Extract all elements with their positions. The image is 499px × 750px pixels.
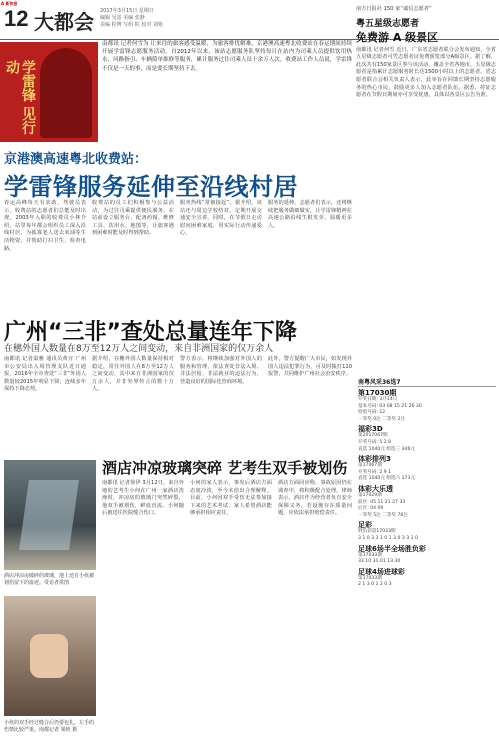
date-line: 2017年3月15日 星期日 bbox=[100, 8, 154, 14]
brand-logo: A 新快报 bbox=[1, 1, 18, 6]
design-line: 美编 粒博 写组 粒 校对 刘艳 bbox=[100, 22, 163, 28]
article1-column-4: 服务的延伸。志愿者们表示，还将继续把服务做细做实，让学雷锋精神在高速公路沿线生根发芽，温暖更多人。 bbox=[268, 200, 352, 229]
article2-column-3: 警方表示，将继续加强对外国人的服务和管理，依法查处非法入境、非法居留、非法就业的违法行为，营造良好的国际化营商环境。 bbox=[180, 356, 262, 385]
article2-column-4: 此外，警方提醒广大市民，如发现外国人违法犯罪行为，可及时拨打110报警，共同维护广州社会治安秩序。 bbox=[268, 356, 352, 378]
lottery-block bbox=[358, 426, 496, 453]
photo2-caption: 小伙的双手经过缝合后仍要包扎。左手的伤情比较严重。南都记者 梁艳 摄 bbox=[4, 720, 95, 733]
lottery-line: 33 10 31 01 13 30 bbox=[358, 559, 401, 565]
lottery-line: 开奖号码: 5 2 8 bbox=[358, 439, 392, 445]
portrait-image bbox=[40, 48, 92, 138]
lottery-block-head: 福彩3D bbox=[358, 425, 383, 434]
lottery-line: 第17033期 bbox=[358, 575, 382, 581]
banner-title: 学雷锋 见行动 bbox=[4, 60, 36, 135]
article2-headline: 广州“三非”查处总量连年下降 bbox=[4, 320, 297, 345]
article3-column-1: 南都讯 记者徐伊 3月12日，来自外地的艺考生小何在广州一家酒店洗澡时，冲凉房的玻璃门突然碎裂，他双手被划伤，鲜血直流。小何随后被送往医院缝合伤口。 bbox=[102, 480, 184, 517]
lottery-line: 前区: 05 11 21 27 33 bbox=[358, 499, 406, 505]
lottery-line: 特别号码: 12 bbox=[358, 410, 386, 416]
lottery-block-head: 足球6场半全场胜负彩 bbox=[358, 544, 426, 553]
lottery-block bbox=[358, 569, 496, 589]
lottery-block bbox=[358, 486, 496, 519]
lottery-line: 2 1 3 0 1 2 0 3 bbox=[358, 582, 392, 588]
lottery-block-head: 体彩排列3 bbox=[358, 455, 391, 464]
sidebar-title: 粤五星级志愿者 bbox=[356, 18, 420, 29]
section-title: 大都会 bbox=[34, 10, 94, 34]
hand-shape bbox=[30, 634, 68, 678]
lottery-line: 后区: 04 09 bbox=[358, 506, 384, 512]
article2-column-1: 南都讯 记者温雅 通讯员黄宣 广州市公安局出入境管理支队近日通报，2016年全市查处“三非”外国人数量较2015年明显下降，连续多年保持下降态势。 bbox=[4, 356, 86, 393]
lottery-line: 开奖号码: 2 9 1 bbox=[358, 469, 392, 475]
lottery-line: 第17067期 bbox=[358, 463, 382, 469]
lottery-line: 基本号码: 03 08 15 21 26 30 bbox=[358, 403, 422, 409]
article1-column-2: 收费站的员工们积极参与公益活动，为过往司乘提供便民服务。在站前设立服务台，配备药箱、维修工具、饮用水、地图等，让旅客遇到困难时能及时得到帮助。 bbox=[92, 200, 174, 237]
editor-line: 编辑 吴雷 美编 张静 bbox=[100, 15, 145, 21]
article1-headline: 学雷锋服务延伸至沿线村居 bbox=[4, 173, 298, 201]
article1-column-3: 服务热线“常被接起”。据介绍，该站还与周边学校结对，定期开展交通安全宣讲。同时，在节假日走访慰问困难家庭，用实际行动传递爱心。 bbox=[180, 200, 262, 237]
lottery-title: 南粤风采36选7 bbox=[358, 379, 496, 387]
article3-column-3: 酒店方面回应称，事故原因仍在调查中，将积极配合处理。律师表示，酒店作为经营者负有安全保障义务，若设施存在质量问题，应依法承担赔偿责任。 bbox=[278, 480, 352, 517]
photo1-caption: 酒店冲凉房破碎的玻璃，地上还有小伙被划伤留下的血迹。受访者供图 bbox=[4, 573, 95, 586]
article2-subhead: 在穗外国人数量在8万至12万人之间变动，来自非洲国家的仅万余人 bbox=[4, 344, 274, 354]
lottery-line: 一等奖 5注 二等奖 76注 bbox=[358, 512, 408, 518]
lottery-block bbox=[358, 522, 496, 542]
feature-banner bbox=[0, 42, 98, 142]
glass-shape bbox=[19, 480, 79, 550]
page-number: 12 bbox=[4, 6, 29, 31]
lottery-block bbox=[358, 456, 496, 483]
broken-glass-photo bbox=[4, 460, 96, 570]
lottery-block bbox=[358, 390, 496, 423]
lottery-block-head: 足球4场进球彩 bbox=[358, 567, 405, 576]
lottery-line: 直选 1040元 组选三 346元 bbox=[358, 446, 415, 452]
article1-column-1: 春运高峰每天有求助，驾驶员表示，收费站的志愿者们总能及时出现。2003年入职的收费员小林介绍，站里每年都会组织员工深入沿线村居，为孤寡老人送去米油等生活物资，并帮助打扫卫生、检查电路。 bbox=[4, 200, 86, 252]
sidebar-volunteer bbox=[356, 6, 496, 100]
lottery-block-head: 足彩 bbox=[358, 521, 372, 530]
sidebar-body: 南都讯 记者何雪 近日，广东省志愿者联合会发布通知，全省五星级志愿者可凭志愿者证免费游览部分A级景区。据了解，此次共有150家景区参与该活动，覆盖全省各地市。五星级志愿者是指累计志愿服务时长达1500小时以上的志愿者。省志愿者联合会相关负责人表示，此举旨在回馈长期坚持志愿服务的热心市民，鼓励更多人加入志愿者队伍。据悉，持证志愿者在节假日期间亦可享受优惠，具体以各景区公告为准。 bbox=[356, 46, 496, 99]
lottery-line: 第2017067期 bbox=[358, 433, 388, 439]
lottery-line: 第17029期 bbox=[358, 492, 382, 498]
article3-headline: 酒店冲凉玻璃突碎 艺考生双手被划伤 bbox=[102, 459, 348, 477]
lottery-line: 胜负彩第17033期 bbox=[358, 529, 396, 535]
article3-column-2: 小何的家人表示，事发后酒店方面态度冷淡，至今未给出合理解释。目前，小何因双手受伤无法参加接下来的艺术考试，家人希望酒店能够承担相应责任。 bbox=[190, 480, 272, 517]
lottery-line: 开奖日期: 3月14日 bbox=[358, 397, 398, 402]
lottery-block-head: 第17030期 bbox=[358, 389, 397, 397]
lottery-block bbox=[358, 546, 496, 566]
article2-column-2: 据介绍，在穗外国人数量保持相对稳定，常住外国人在8万至12万人之间变动，其中来自非洲国家的仅万余人，并非外界传言的数十万人。 bbox=[92, 356, 174, 393]
masthead-info bbox=[100, 8, 220, 29]
lottery-line: 一等奖 0注 二等奖 2注 bbox=[358, 416, 405, 422]
lottery-line: 第17033期 bbox=[358, 552, 382, 558]
lottery-block-head: 体彩大乐透 bbox=[358, 484, 393, 493]
sidebar-subtitle: 免费游 A 级景区 bbox=[356, 30, 439, 44]
bandaged-hands-photo bbox=[4, 596, 96, 716]
lottery-line: 3 1 0 3 3 1 0 1 3 0 3 3 1 0 bbox=[358, 535, 418, 541]
feature-intro: 南都讯 记者何雪为 让来往的旅客感受温暖，为旅客排忧解难，京港澳高速粤北收费站在春运期间持续开展学雷锋志愿服务活动。自2012年以来，该站志愿服务队坚持每日在站内为司乘人员提供饮用热水、问路指引、车辆简单维修等服务，累计服务过往司乘人员十余万人次。收费站工作人员说，学雷锋不仅是一天的事，而是要长期坚持下去。 bbox=[102, 41, 352, 72]
article1-kicker: 京港澳高速粤北收费站： bbox=[4, 152, 148, 167]
sidebar-kicker: 南方日报社 150 家“诚信志愿者” bbox=[356, 6, 432, 12]
lottery-results bbox=[358, 376, 496, 589]
lottery-line: 直选 1040元 组选六 173元 bbox=[358, 476, 415, 482]
